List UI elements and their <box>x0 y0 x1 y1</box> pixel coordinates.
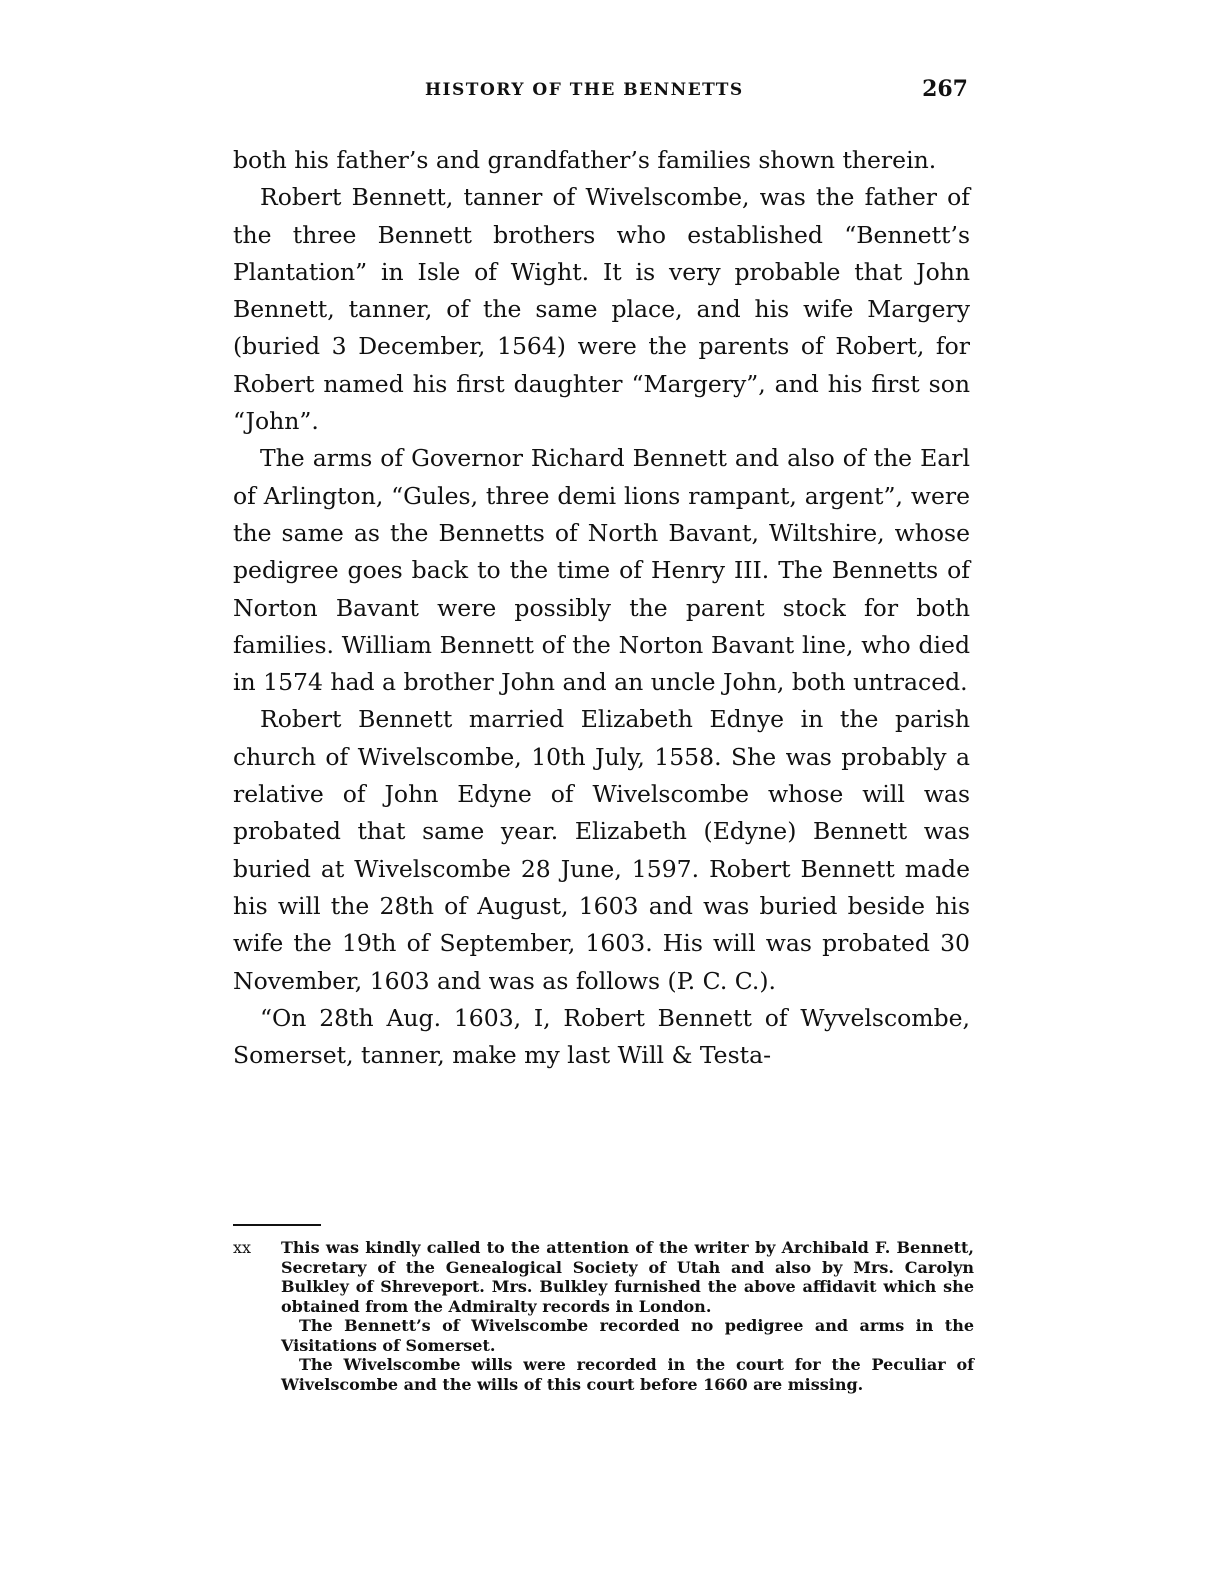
footnote-marker: xx <box>233 1238 252 1257</box>
paragraph: both his father’s and grandfather’s families shown therein. <box>233 146 937 174</box>
paragraph: Robert Bennett married Elizabeth Ednye in the parish church of Wivelscombe, 10th July, 1558. She was probably a relative of John Edyne of Wivelscombe whose will was probated that same year. Elizabeth (Edyne) Bennett was buried at Wivelscombe 28 June, 1597. Robert Bennett made his will the 28th of August, 1603 and was buried beside his wife the 19th of September, 1603. His will was probated 30 November, 1603 and was as follows (P. C. C.). <box>233 705 970 995</box>
footnote-paragraph: The Wivelscombe wills were recorded in the court for the Peculiar of Wivelscombe and the wills of this court before 1660 are missing. <box>281 1355 974 1394</box>
running-title: HISTORY OF THE BENNETTS <box>425 80 744 100</box>
paragraph: “On 28th Aug. 1603, I, Robert Bennett of Wyvelscombe, Somerset, tanner, make my last Will & Testa- <box>233 1003 970 1070</box>
paragraph: The arms of Governor Richard Bennett and also of the Earl of Arlington, “Gules, three demi lions rampant, argent”, were the same as the Bennetts of North Bavant, Wiltshire, whose pedigree goes back to the time of Henry III. The Bennetts of Norton Bavant were possibly the parent stock for both families. William Bennett of the Norton Bavant line, who died in 1574 had a brother John and an uncle John, both untraced. <box>233 444 970 697</box>
body-text <box>233 142 970 1074</box>
footnote-paragraph: The Bennett’s of Wivelscombe recorded no pedigree and arms in the Visitations of Somerset. <box>281 1316 974 1355</box>
footnote-entry <box>233 1238 974 1394</box>
footnote-paragraph: This was kindly called to the attention of the writer by Archibald F. Bennett, Secretary of the Genealogical Society of Utah and also by Mrs. Carolyn Bulkley of Shreveport. Mrs. Bulkley furnished the above affidavit which she obtained from the Admiralty records in London. <box>281 1238 974 1316</box>
footnotes <box>233 1238 974 1394</box>
footnote-divider <box>233 1224 321 1226</box>
page-number: 267 <box>922 76 968 102</box>
paragraph: Robert Bennett, tanner of Wivelscombe, was the father of the three Bennett brothers who established “Bennett’s Plantation” in Isle of Wight. It is very probable that John Bennett, tanner, of the same place, and his wife Margery (buried 3 December, 1564) were the parents of Robert, for Robert named his first daughter “Margery”, and his first son “John”. <box>233 183 970 436</box>
page-header <box>233 78 973 108</box>
